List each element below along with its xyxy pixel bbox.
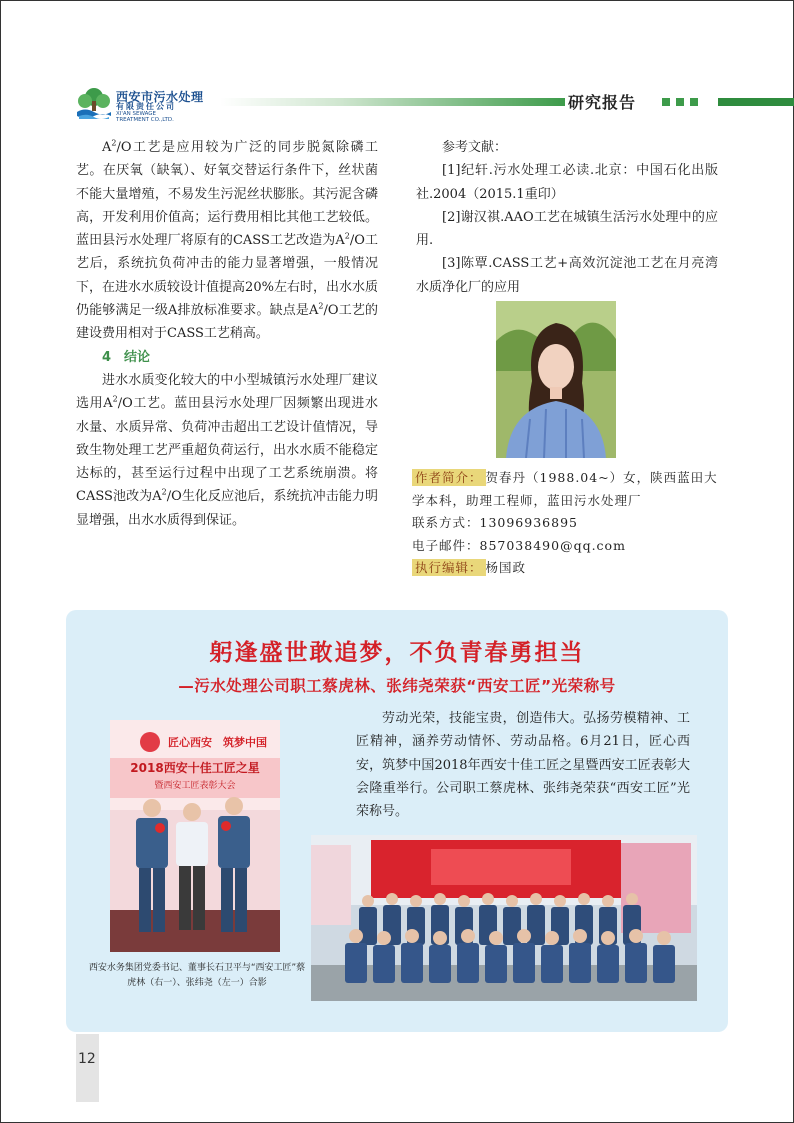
group-photo <box>311 835 697 1001</box>
editor-tag: 执行编辑： <box>412 559 486 576</box>
header-square-3 <box>690 98 698 106</box>
author-bio <box>412 467 722 580</box>
editor-name: 杨国政 <box>485 560 527 575</box>
news-paragraph: 劳动光荣，技能宝贵，创造伟大。弘扬劳模精神、工匠精神，涵养劳动情怀、劳动品格。6月21日，匠心西安，筑梦中国2018年西安十佳工匠之星暨西安工匠表彰大会隆重举行。公司职工蔡虎林、张纬尧荣获“西安工匠”光荣称号。 <box>356 711 690 820</box>
page-number-bar <box>76 1034 99 1102</box>
logo-name-cn: 西安市污水处理 <box>116 90 204 104</box>
news-body <box>356 707 690 823</box>
reference-item: [1]纪轩.污水处理工必读.北京：中国石化出版社.2004（2015.1重印） <box>416 163 718 202</box>
news-title: 躬逢盛世敢追梦，不负青春勇担当 <box>209 640 585 666</box>
award-photo <box>110 720 280 952</box>
logo-name-cn2: 有限责任公司 <box>116 102 176 111</box>
header-green-bar <box>718 98 794 106</box>
left-column <box>76 136 378 532</box>
header-square-2 <box>676 98 684 106</box>
author-photo <box>496 301 616 458</box>
logo-name-en-line1: XI'AN SEWAGE <box>116 111 157 117</box>
page-number: 12 <box>78 1051 96 1067</box>
paragraph-conclusion: 进水水质变化较大的中小型城镇污水处理厂建议选用$A^2/O$工艺。蓝田县污水处理厂因频繁出现进水水量、水质异常、负荷冲击超出工艺设计值情况，导致生物处理工艺严重超负荷运行，出水水质不能稳定达标的，甚至运行过程中出现了工艺系统崩溃。将CASS池改为$A^2/O$生化反应池后，系统抗冲击能力明显增强，出水水质得到保证。 <box>76 372 378 528</box>
banner-line-1: 匠心西安 筑梦中国 <box>168 736 267 749</box>
author-text: 贺春丹（1988.04~）女，陕西蓝田大学本科，助理工程师，蓝田污水处理厂 <box>412 470 718 508</box>
logo-name-en-line2: TREATMENT CO.,LTD. <box>116 117 174 123</box>
banner-line-3: 暨西安工匠表彰大会 <box>154 781 236 791</box>
author-contact: 联系方式：13096936895 <box>412 515 578 530</box>
references <box>416 136 718 299</box>
references-title: 参考文献： <box>442 140 508 155</box>
author-tag: 作者简介： <box>412 469 486 486</box>
award-photo-caption: 西安水务集团党委书记、董事长石卫平与“西安工匠”蔡虎林（右一）、张纬尧（左一）合影 <box>88 963 306 988</box>
section-title: 研究报告 <box>568 93 637 112</box>
news-subtitle: —污水处理公司职工蔡虎林、张纬尧荣获“西安工匠”光荣称号 <box>178 677 616 695</box>
reference-item: [2]谢汉祺.AAO工艺在城镇生活污水处理中的应用. <box>416 209 718 249</box>
logo-name-en <box>116 111 174 123</box>
reference-item: [3]陈覃.CASS工艺+高效沉淀池工艺在月亮湾水质净化厂的应用 <box>416 256 718 295</box>
header-square-1 <box>662 98 670 106</box>
heading-conclusion: 4 结论 <box>102 349 151 365</box>
company-logo <box>76 86 216 122</box>
banner-line-2: 2018西安十佳工匠之星 <box>130 761 260 775</box>
paragraph-a2o: $A^2/O$工艺是应用较为广泛的同步脱氮除磷工艺。在厌氧（缺氧）、好氧交替运行条件下，丝状菌不能大量增殖，不易发生污泥丝状膨胀。其污泥含磷高，开发利用价值高；运行费用相比其他工艺较低。蓝田县污水处理厂将原有的CASS工艺改造为$A^2/O$工艺后，系统抗负荷冲击的能力显著增强，一般情况下，在进水水质较设计值提高20%左右时，出水水质仍能够满足一级A排放标准要求。缺点是$A^2/O$工艺的建设费用相对于CASS工艺稍高。 <box>76 138 378 342</box>
header-gradient-bar <box>220 98 565 106</box>
author-email: 电子邮件：857038490@qq.com <box>412 537 626 553</box>
logo-tree-icon <box>76 86 112 120</box>
